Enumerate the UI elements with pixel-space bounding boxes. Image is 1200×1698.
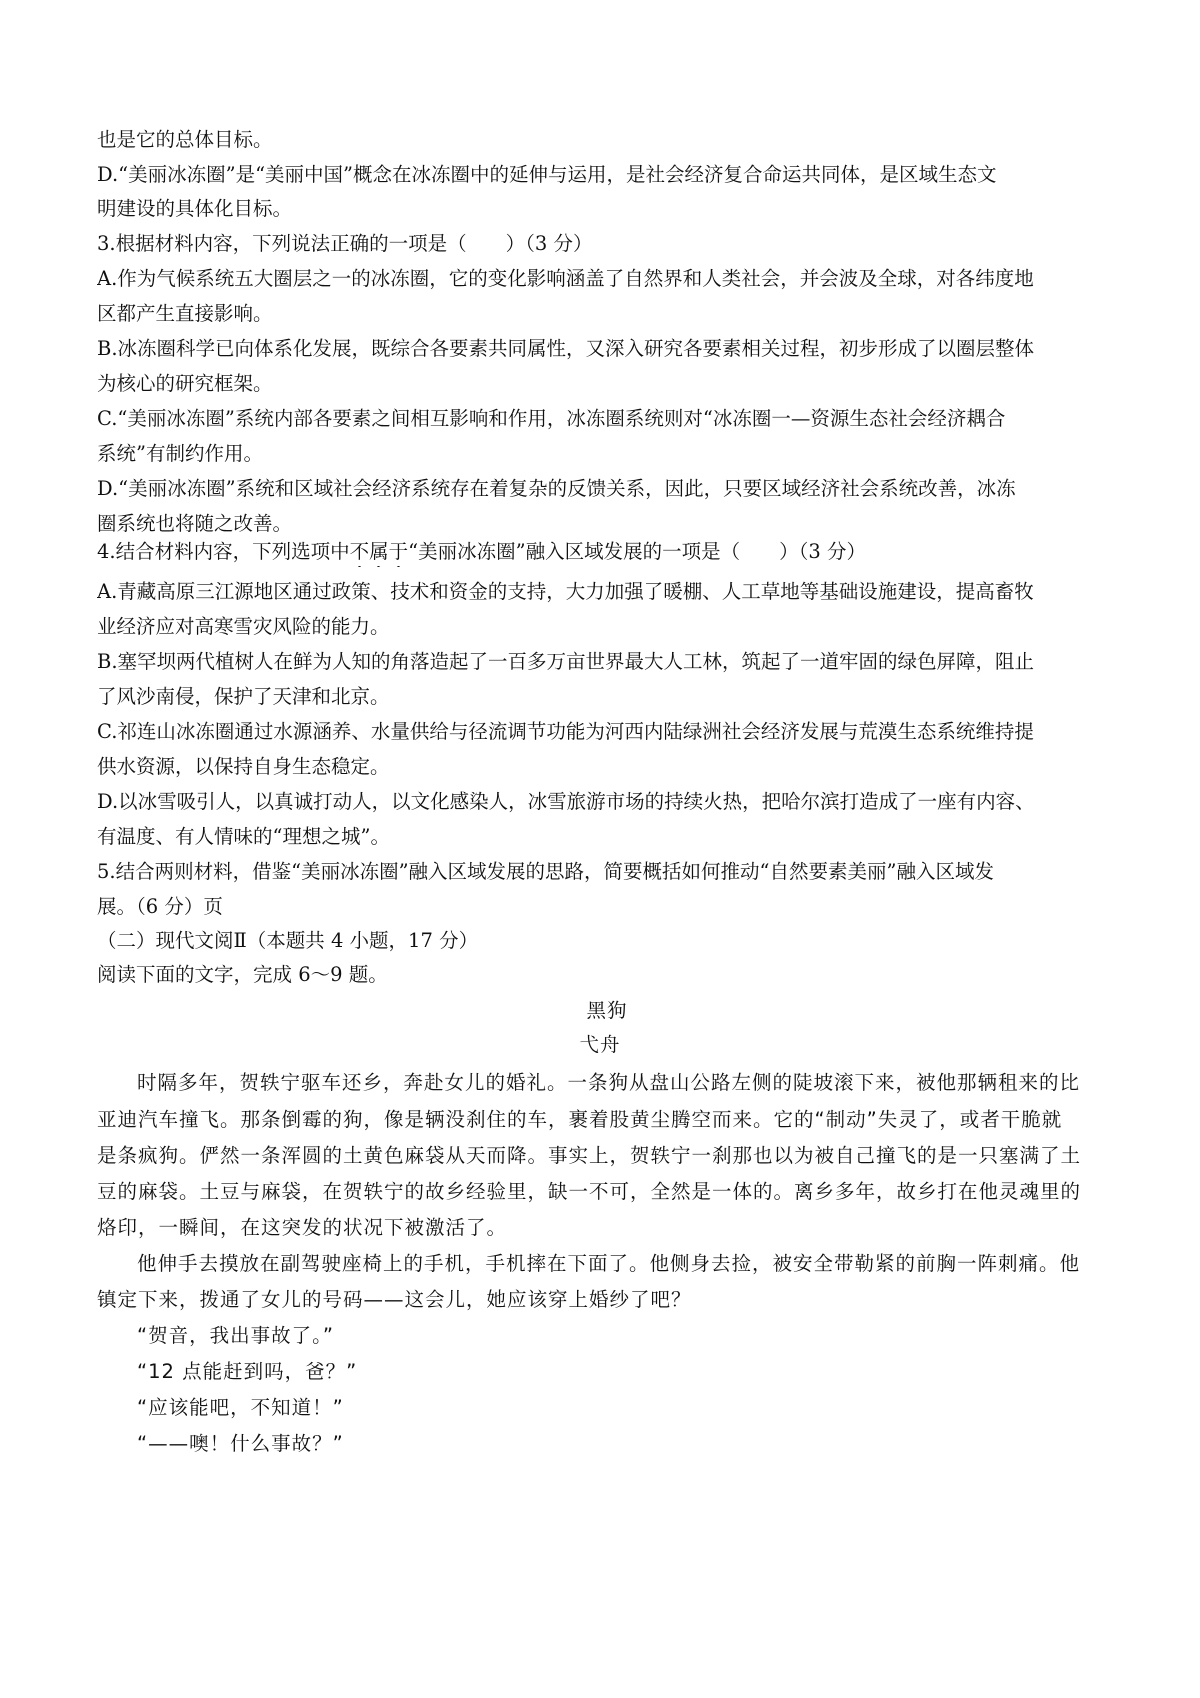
text-line: 圈系统也将随之改善。	[97, 512, 293, 535]
question-4-prefix: 4.结合材料内容，下列选项中	[97, 540, 350, 563]
emphasis-char: 于	[388, 540, 409, 563]
story-line: 烙印，一瞬间，在这突发的状况下被激活了。	[97, 1216, 508, 1239]
question-4-suffix: “美丽冰冻圈”融入区域发展的一项是（ ）（3 分）	[408, 540, 866, 563]
option-a-line: A.青藏高原三江源地区通过政策、技术和资金的支持，大力加强了暖棚、人工草地等基础设施建设，提高畜牧	[97, 580, 1034, 603]
question-3: 3.根据材料内容，下列说法正确的一项是（ ）（3 分）	[97, 232, 593, 255]
text-line: 为核心的研究框架。	[97, 372, 273, 395]
option-b-line: B.塞罕坝两代植树人在鲜为人知的角落造起了一百多万亩世界最大人工林，筑起了一道牢固的绿色屏障，阻止	[97, 650, 1035, 673]
story-author: 弋舟	[579, 1033, 621, 1056]
text-line: 展。（6 分）页	[97, 895, 223, 918]
dialogue-line: “贺音，我出事故了。”	[137, 1324, 334, 1347]
emphasis-char: 属	[369, 540, 389, 563]
story-line: 是条疯狗。俨然一条浑圆的土黄色麻袋从天而降。事实上，贺轶宁一刹那也以为被自己撞飞的是一只塞满了土	[97, 1144, 1082, 1167]
option-d-line: D.“美丽冰冻圈”系统和区域社会经济系统存在着复杂的反馈关系，因此，只要区域经济社会系统改善，冰冻	[97, 477, 1016, 500]
text-line: 也是它的总体目标。	[97, 128, 273, 151]
emphasis-char: 不	[349, 540, 370, 563]
story-line: 时隔多年，贺轶宁驱车还乡，奔赴女儿的婚礼。一条狗从盘山公路左侧的陡坡滚下来，被他那辆租来的比	[137, 1071, 1081, 1094]
question-4	[97, 537, 1107, 567]
text-line: 有温度、有人情味的“理想之城”。	[97, 825, 390, 848]
option-b-line: B.冰冻圈科学已向体系化发展，既综合各要素共同属性，又深入研究各要素相关过程，初步形成了以圈层整体	[97, 337, 1035, 360]
text-line: 明建设的具体化目标。	[97, 197, 293, 220]
story-line: 豆的麻袋。土豆与麻袋，在贺轶宁的故乡经验里，缺一不可，全然是一体的。离乡多年，故乡打在他灵魂里的	[97, 1180, 1082, 1203]
reading-instruction: 阅读下面的文字，完成 6～9 题。	[97, 963, 388, 986]
text-line: 了风沙南侵，保护了天津和北京。	[97, 685, 390, 708]
dialogue-line: “12 点能赶到吗，爸？”	[137, 1360, 358, 1383]
question-5: 5.结合两则材料，借鉴“美丽冰冻圈”融入区域发展的思路，简要概括如何推动“自然要素美丽”融入区域发	[97, 860, 994, 883]
story-line: 镇定下来，拨通了女儿的号码——这会儿，她应该穿上婚纱了吧？	[97, 1288, 692, 1311]
story-line: 他伸手去摸放在副驾驶座椅上的手机，手机摔在下面了。他侧身去捡，被安全带勒紧的前胸一阵刺痛。他	[137, 1252, 1081, 1275]
dialogue-line: “——噢！什么事故？”	[137, 1432, 344, 1455]
text-line: 系统”有制约作用。	[97, 442, 263, 465]
option-a-line: A.作为气候系统五大圈层之一的冰冻圈，它的变化影响涵盖了自然界和人类社会，并会波及全球，对各纬度地	[97, 267, 1034, 290]
story-title: 黑狗	[586, 999, 628, 1022]
dialogue-line: “应该能吧，不知道！”	[137, 1396, 344, 1419]
text-line: 业经济应对高寒雪灾风险的能力。	[97, 615, 390, 638]
option-d-line: D.以冰雪吸引人，以真诚打动人，以文化感染人，冰雪旅游市场的持续火热，把哈尔滨打造成了一座有内容、	[97, 790, 1035, 813]
text-line: 区都产生直接影响。	[97, 302, 273, 325]
story-line: 亚迪汽车撞飞。那条倒霉的狗，像是辆没刹住的车，裹着股黄尘腾空而来。它的“制动”失灵了，或者干脆就	[97, 1108, 1063, 1131]
option-c-line: C.“美丽冰冻圈”系统内部各要素之间相互影响和作用，冰冻圈系统则对“冰冻圈一—资源生态社会经济耦合	[97, 407, 1006, 430]
section-heading: （二）现代文阅Ⅱ（本题共 4 小题，17 分）	[97, 929, 479, 952]
option-d-line: D.“美丽冰冻圈”是“美丽中国”概念在冰冻圈中的延伸与运用，是社会经济复合命运共同体，是区域生态文	[97, 163, 997, 186]
option-c-line: C.祁连山冰冻圈通过水源涵养、水量供给与径流调节功能为河西内陆绿洲社会经济发展与荒漠生态系统维持提	[97, 720, 1034, 743]
text-line: 供水资源，以保持自身生态稳定。	[97, 755, 390, 778]
